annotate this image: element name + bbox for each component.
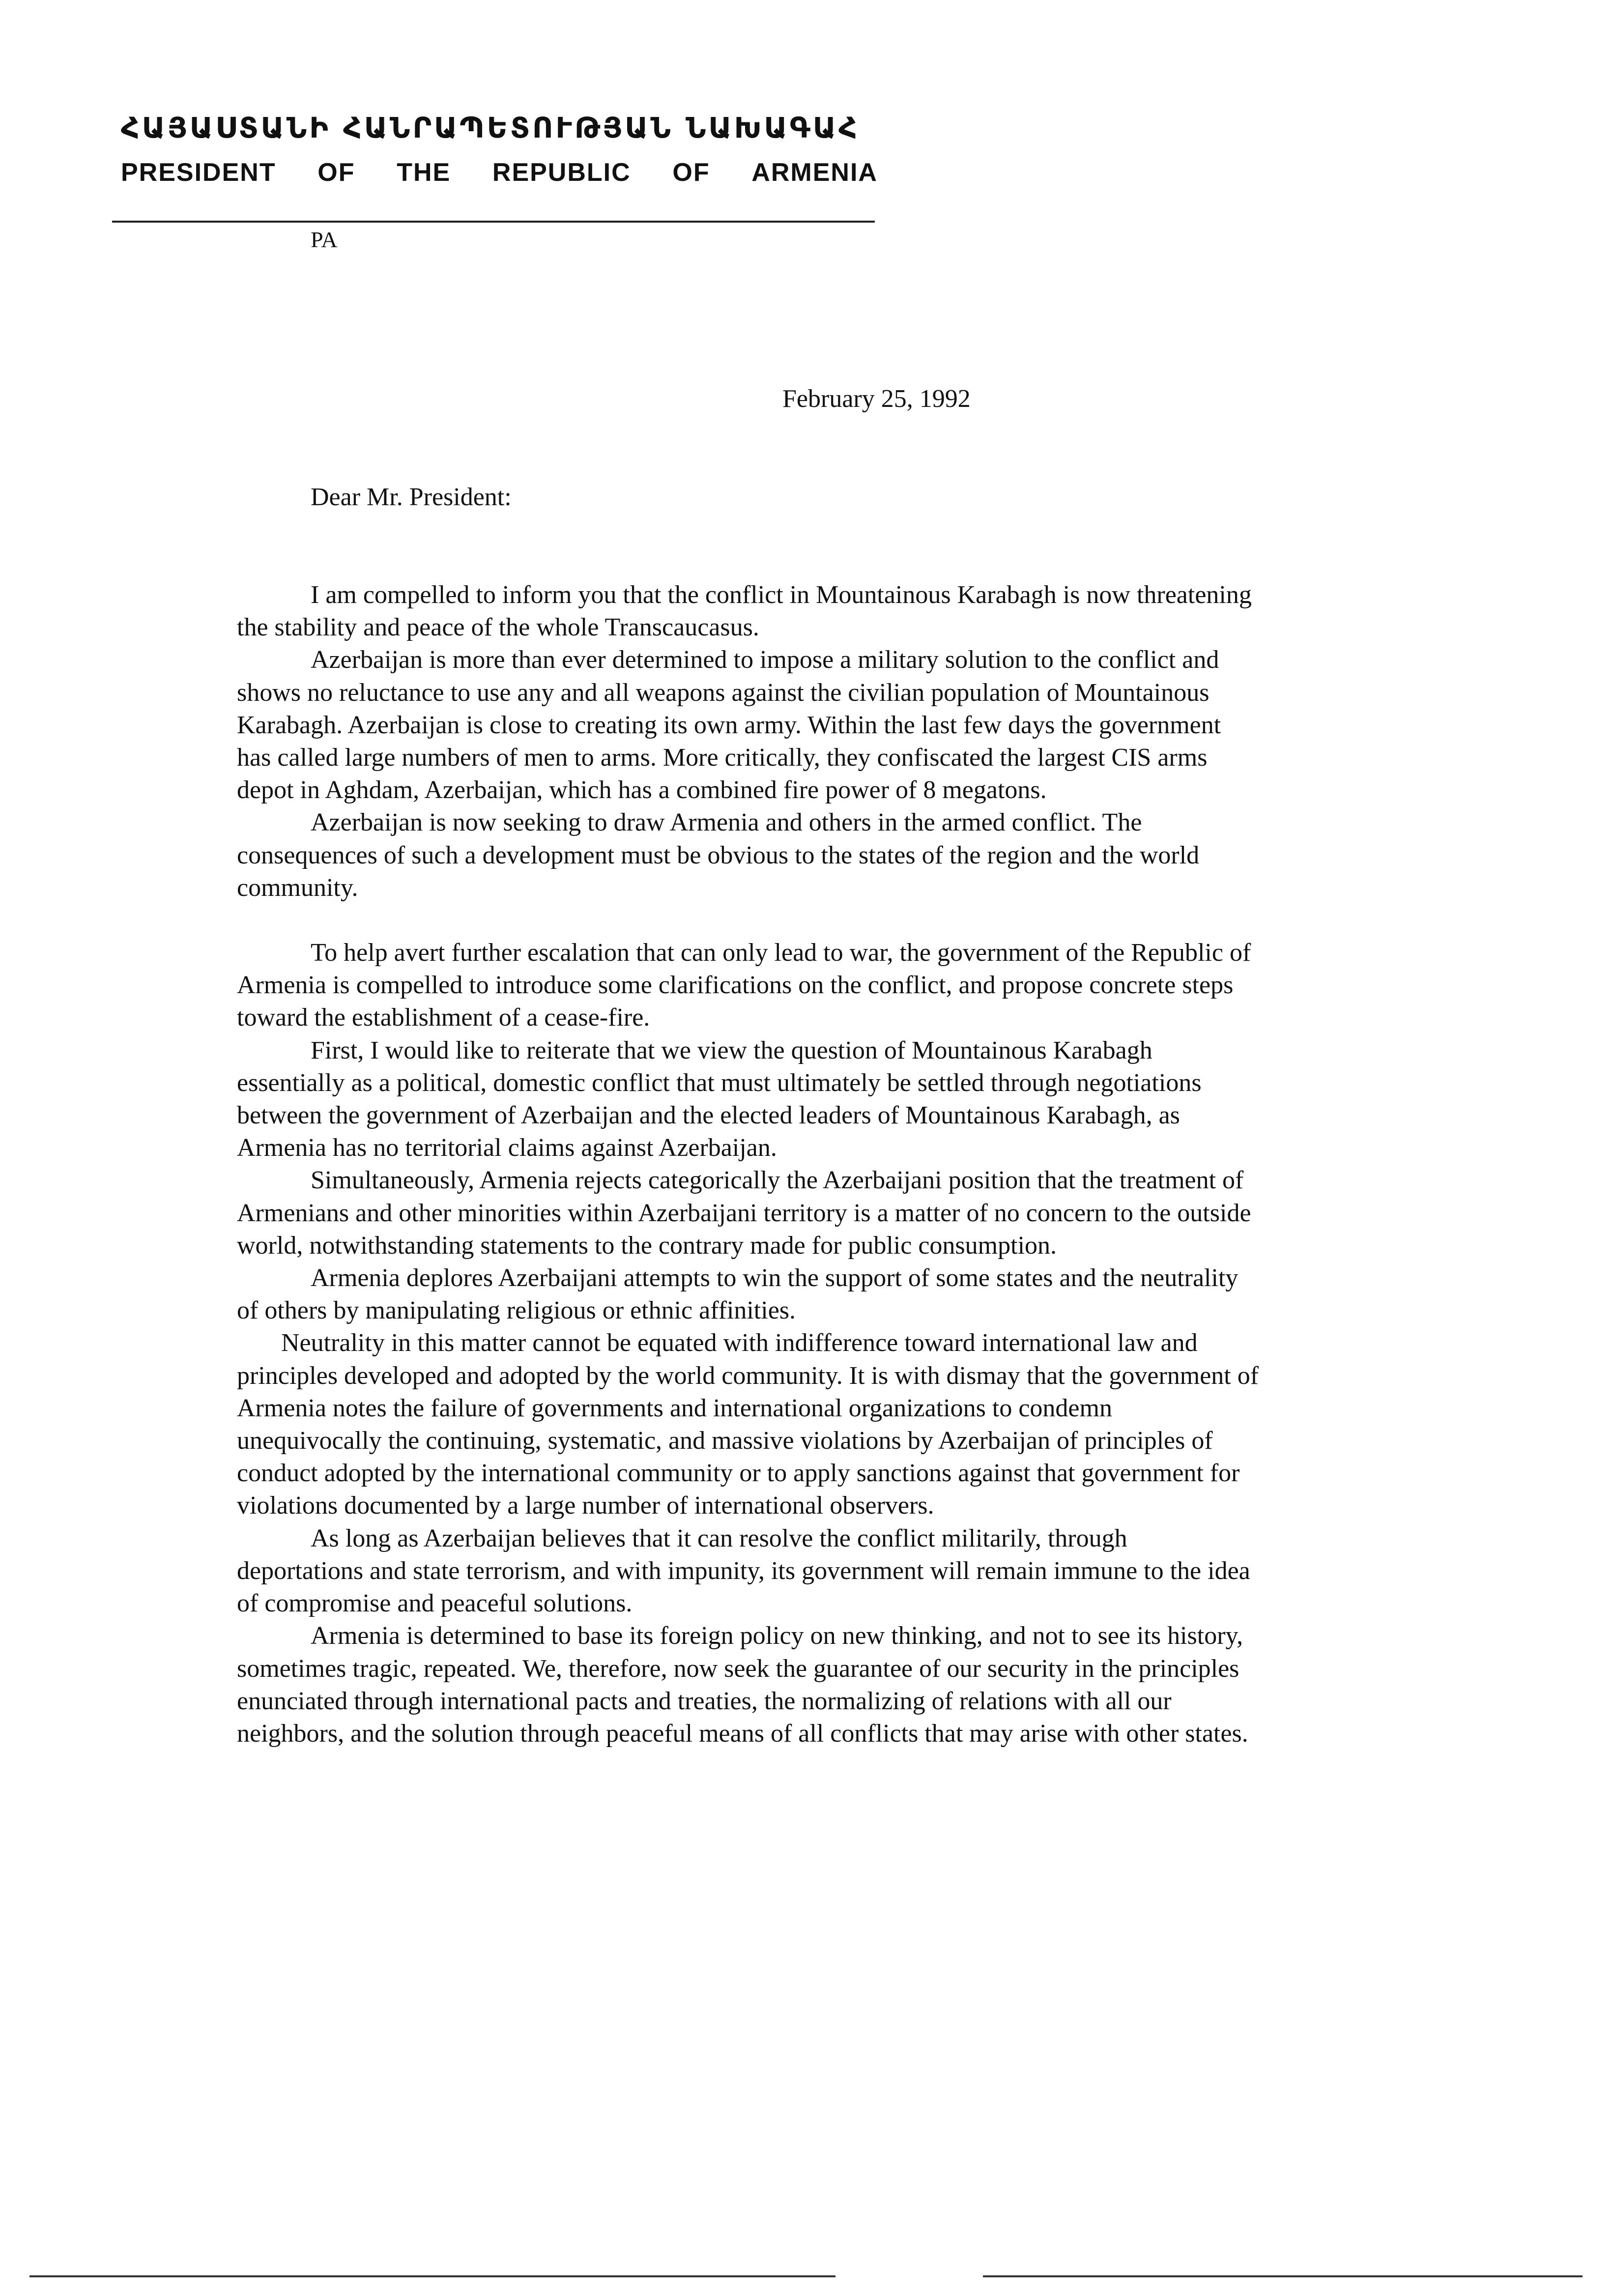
letterhead-reference: PA	[311, 227, 338, 252]
letterhead-word: PRESIDENT	[121, 158, 276, 187]
body-paragraph: Azerbaijan is more than ever determined to impose a military solution to the conflict and shows no reluctance to use any and all weapons against the civilian population of Mountainous Karabagh. Azerbaijan is close to creating its own army. Within the last few days the government has called large numbers of men to arms. More critically, they confiscated the largest CIS arms depot in Aghdam, Azerbaijan, which has a combined fire power of 8 megatons.	[237, 646, 1221, 804]
body-paragraph: First, I would like to reiterate that we view the question of Mountainous Karabagh essentially as a political, domestic conflict that must ultimately be settled through negotiations between the government of Azerbaijan and the elected leaders of Mountainous Karabagh, as Armenia has no territorial claims against Azerbaijan.	[237, 1036, 1202, 1162]
letterhead-word: OF	[317, 158, 355, 187]
page-bottom-rule	[29, 2275, 1583, 2277]
letterhead-english-title	[121, 155, 878, 190]
letterhead	[121, 108, 878, 190]
body-paragraph: Neutrality in this matter cannot be equated with indifference toward international law and principles developed and adopted by the world community. It is with dismay that the government of Armenia notes the failure of governments and international organizations to condemn unequivocally the continuing, systematic, and massive violations by Azerbaijan of principles of conduct adopted by the international community or to apply sanctions against that government for violations documented by a large number of international observers.	[237, 1329, 1259, 1520]
body-paragraph: Azerbaijan is now seeking to draw Armenia and others in the armed conflict. The consequences of such a development must be obvious to the states of the region and the world community.	[237, 808, 1200, 902]
body-paragraph: Simultaneously, Armenia rejects categorically the Azerbaijani position that the treatment of Armenians and other minorities within Azerbaijani territory is a matter of no concern to the outside world, notwithstanding statements to the contrary made for public consumption.	[237, 1166, 1251, 1260]
body-paragraph: Armenia deplores Azerbaijani attempts to win the support of some states and the neutrality of others by manipulating religious or ethnic affinities.	[237, 1264, 1238, 1325]
letterhead-word: OF	[672, 158, 710, 187]
body-paragraph: Armenia is determined to base its foreign policy on new thinking, and not to see its history, sometimes tragic, repeated. We, therefore, now seek the guarantee of our security in the principles enunciated through international pacts and treaties, the normalizing of relations with all our neighbors, and the solution through peaceful means of all conflicts that may arise with other states.	[237, 1622, 1248, 1748]
body-paragraph: To help avert further escalation that can only lead to war, the government of the Republic of Armenia is compelled to introduce some clarifications on the conflict, and propose concrete steps toward the establishment of a cease-fire.	[237, 939, 1251, 1032]
letterhead-word: ARMENIA	[751, 158, 878, 187]
body-paragraph: As long as Azerbaijan believes that it can resolve the conflict militarily, through deportations and state terrorism, and with impunity, its government will remain immune to the idea of compromise and peaceful solutions.	[237, 1524, 1250, 1618]
letterhead-armenian-title: ՀԱՅԱՍՏԱՆԻ ՀԱՆՐԱՊԵՏՈՒԹՅԱՆ ՆԱԽԱԳԱՀ	[121, 111, 860, 144]
salutation: Dear Mr. President:	[311, 483, 512, 511]
letterhead-word: THE	[397, 158, 451, 187]
letterhead-divider	[112, 221, 875, 223]
letterhead-word: REPUBLIC	[492, 158, 631, 187]
letter-date: February 25, 1992	[782, 385, 971, 413]
page-bottom-rule-gap	[835, 2273, 983, 2278]
body-paragraph: I am compelled to inform you that the conflict in Mountainous Karabagh is now threatening the stability and peace of the whole Transcaucasus.	[237, 581, 1252, 642]
letter-body	[237, 579, 1259, 1750]
